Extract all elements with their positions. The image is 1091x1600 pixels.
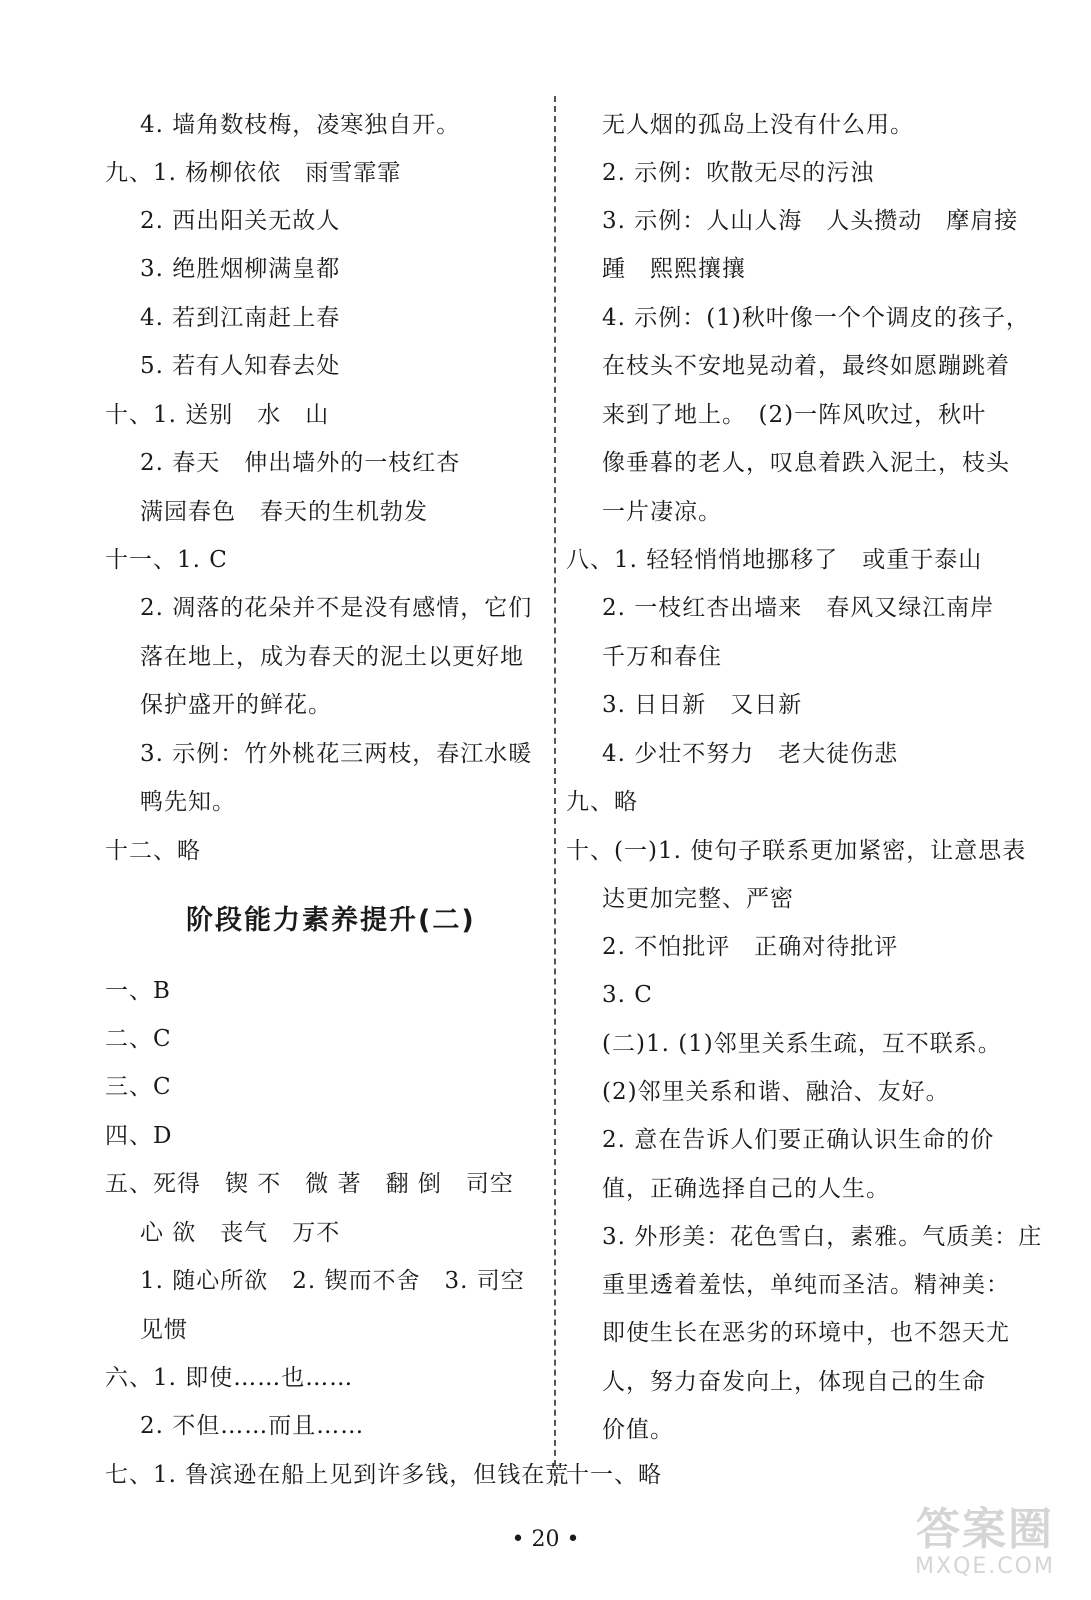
text-line: 千万和春住 (602, 644, 722, 670)
text-line: 2. 凋落的花朵并不是没有感情，它们 (140, 595, 533, 621)
text-line: 2. 一枝红杏出墙来 春风又绿江南岸 (602, 595, 995, 621)
text-line: 3. 示例：人山人海 人头攒动 摩肩接 (602, 208, 1019, 234)
text-line: 2. 西出阳关无故人 (140, 208, 341, 234)
text-line: 3. 外形美：花色雪白，素雅。气质美：庄 (602, 1224, 1043, 1250)
text-line: 见惯 (140, 1317, 188, 1343)
text-line: 3. 绝胜烟柳满皇都 (140, 256, 341, 282)
text-line: 保护盛开的鲜花。 (140, 692, 332, 718)
text-line: 1. 随心所欲 2. 锲而不舍 3. 司空 (140, 1268, 525, 1294)
text-line: 2. 不但……而且…… (140, 1413, 365, 1439)
watermark-logo-text: 答案圈 (916, 1504, 1054, 1555)
text-line: 2. 意在告诉人们要正确认识生命的价 (602, 1127, 995, 1153)
text-line: (2)邻里关系和谐、融洽、友好。 (602, 1079, 950, 1105)
column-divider (554, 96, 556, 1486)
text-line: 九、略 (566, 789, 638, 815)
text-line: 值，正确选择自己的人生。 (602, 1176, 890, 1202)
section-title: 阶段能力素养提升(二) (186, 905, 476, 936)
text-line: 七、1. 鲁滨逊在船上见到许多钱，但钱在荒 (105, 1462, 570, 1488)
text-line: 心 欲 丧气 万不 (140, 1220, 341, 1246)
text-line: 3. C (602, 982, 653, 1008)
text-line: 人，努力奋发向上，体现自己的生命 (602, 1369, 986, 1395)
text-line: 5. 若有人知春去处 (140, 353, 341, 379)
text-line: 踵 熙熙攘攘 (602, 256, 746, 282)
text-line: 2. 不怕批评 正确对待批评 (602, 934, 899, 960)
page-number: • 20 • (511, 1527, 580, 1552)
text-line: 即使生长在恶劣的环境中，也不怨天尤 (602, 1320, 1010, 1346)
text-line: 4. 示例：(1)秋叶像一个个调皮的孩子， (602, 305, 1030, 331)
text-line: 四、D (105, 1123, 173, 1149)
text-line: 五、死得 锲 不 微 著 翻 倒 司空 (105, 1171, 514, 1197)
text-line: 4. 若到江南赶上春 (140, 305, 341, 331)
text-line: (二)1. (1)邻里关系生疏，互不联系。 (602, 1031, 1002, 1057)
text-line: 十二、略 (105, 838, 201, 864)
text-line: 十一、1. C (105, 547, 228, 573)
text-line: 在枝头不安地晃动着，最终如愿蹦跳着 (602, 353, 1010, 379)
text-line: 六、1. 即使……也…… (105, 1365, 354, 1391)
text-line: 十一、略 (566, 1462, 662, 1488)
text-line: 三、C (105, 1074, 172, 1100)
text-line: 一、B (105, 978, 171, 1004)
watermark-domain: MXQE.COM (915, 1554, 1055, 1579)
text-line: 4. 少壮不努力 老大徒伤悲 (602, 741, 899, 767)
watermark-logo (888, 1506, 1082, 1590)
text-line: 十、(一)1. 使句子联系更加紧密，让意思表 (566, 838, 1027, 864)
text-line: 鸭先知。 (140, 789, 236, 815)
text-line: 落在地上，成为春天的泥土以更好地 (140, 644, 524, 670)
text-line: 满园春色 春天的生机勃发 (140, 499, 428, 525)
text-line: 来到了地上。 (2)一阵风吹过，秋叶 (602, 402, 987, 428)
text-line: 4. 墙角数枝梅，凌寒独自开。 (140, 112, 461, 138)
text-line: 二、C (105, 1026, 172, 1052)
text-line: 九、1. 杨柳依依 雨雪霏霏 (105, 160, 402, 186)
text-line: 2. 示例：吹散无尽的污浊 (602, 160, 875, 186)
text-line: 一片凄凉。 (602, 499, 722, 525)
text-line: 十、1. 送别 水 山 (105, 402, 330, 428)
text-line: 八、1. 轻轻悄悄地挪移了 或重于泰山 (566, 547, 983, 573)
text-line: 像垂暮的老人，叹息着跌入泥土，枝头 (602, 450, 1010, 476)
text-line: 2. 春天 伸出墙外的一枝红杏 (140, 450, 461, 476)
text-line: 重里透着羞怯，单纯而圣洁。精神美： (602, 1272, 1010, 1298)
text-line: 3. 示例：竹外桃花三两枝，春江水暖 (140, 741, 533, 767)
text-line: 3. 日日新 又日新 (602, 692, 803, 718)
text-line: 价值。 (602, 1417, 674, 1443)
text-line: 无人烟的孤岛上没有什么用。 (602, 112, 914, 138)
text-line: 达更加完整、严密 (602, 886, 794, 912)
